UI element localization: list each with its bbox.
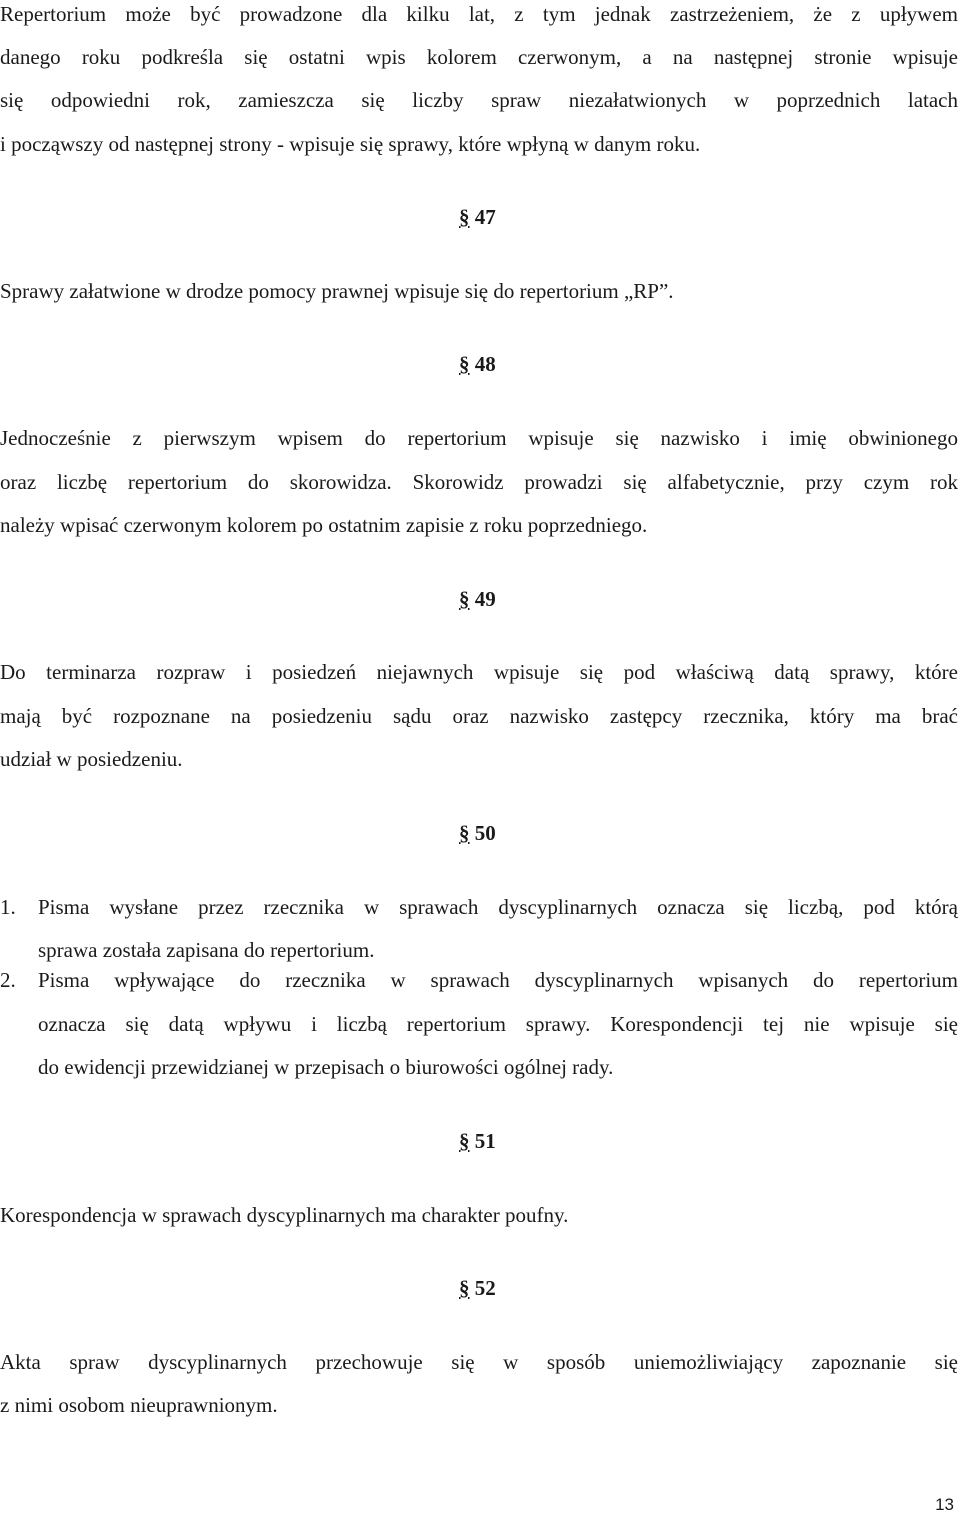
section-52-line: Akta spraw dyscyplinarnych przechowuje się w sposób uniemożliwiający zapoznanie się <box>0 1350 958 1374</box>
section-51-line: Korespondencja w sprawach dyscyplinarnych ma charakter poufny. <box>0 1203 569 1227</box>
list-item-line: sprawa została zapisana do repertorium. <box>38 938 375 962</box>
list-item-number: 2. <box>0 968 16 992</box>
section-heading-52 <box>459 1274 519 1302</box>
section-48-line: należy wpisać czerwonym kolorem po ostatnim zapisie z roku poprzedniego. <box>0 513 648 537</box>
section-49-line: udział w posiedzeniu. <box>0 747 183 771</box>
intro-line: Repertorium może być prowadzone dla kilku lat, z tym jednak zastrzeżeniem, że z upływem <box>0 2 958 26</box>
section-number: 47 <box>474 205 496 229</box>
section-number: 51 <box>474 1129 496 1153</box>
section-heading-48 <box>459 350 519 378</box>
list-item-line: Pisma wysłane przez rzecznika w sprawach dyscyplinarnych oznacza się liczbą, pod którą <box>38 895 958 919</box>
section-48-line: oraz liczbę repertorium do skorowidza. Skorowidz prowadzi się alfabetycznie, przy czym rok <box>0 470 958 494</box>
section-symbol: § <box>459 205 470 229</box>
section-number: 52 <box>474 1276 496 1300</box>
section-49-line: Do terminarza rozpraw i posiedzeń niejawnych wpisuje się pod właściwą datą sprawy, które <box>0 660 958 684</box>
intro-line: danego roku podkreśla się ostatni wpis kolorem czerwonym, a na następnej stronie wpisuje <box>0 45 958 69</box>
section-symbol: § <box>459 821 470 845</box>
section-symbol: § <box>459 1276 470 1300</box>
list-item-line: Pisma wpływające do rzecznika w sprawach dyscyplinarnych wpisanych do repertorium <box>38 968 958 992</box>
section-48-line: Jednocześnie z pierwszym wpisem do repertorium wpisuje się nazwisko i imię obwinionego <box>0 426 958 450</box>
section-number: 48 <box>474 352 496 376</box>
list-item-line: oznacza się datą wpływu i liczbą repertorium sprawy. Korespondencji tej nie wpisuje się <box>38 1012 958 1036</box>
intro-line: się odpowiedni rok, zamieszcza się liczby spraw niezałatwionych w poprzednich latach <box>0 88 958 112</box>
section-number: 50 <box>474 821 496 845</box>
section-49-line: mają być rozpoznane na posiedzeniu sądu oraz nazwisko zastępcy rzecznika, który ma brać <box>0 704 958 728</box>
list-item-number: 1. <box>0 895 16 919</box>
section-number: 49 <box>474 587 496 611</box>
section-52-line: z nimi osobom nieuprawnionym. <box>0 1393 278 1417</box>
section-heading-47 <box>459 203 519 231</box>
intro-line: i począwszy od następnej strony - wpisuje się sprawy, które wpłyną w danym roku. <box>0 132 701 156</box>
section-47-line: Sprawy załatwione w drodze pomocy prawnej wpisuje się do repertorium „RP”. <box>0 279 674 303</box>
page-number: 13 <box>935 1495 954 1514</box>
section-heading-51 <box>459 1127 519 1155</box>
section-heading-50 <box>459 819 519 847</box>
section-heading-49 <box>459 585 519 613</box>
section-symbol: § <box>459 1129 470 1153</box>
section-symbol: § <box>459 352 470 376</box>
section-symbol: § <box>459 587 470 611</box>
list-item-line: do ewidencji przewidzianej w przepisach o biurowości ogólnej rady. <box>38 1055 614 1079</box>
